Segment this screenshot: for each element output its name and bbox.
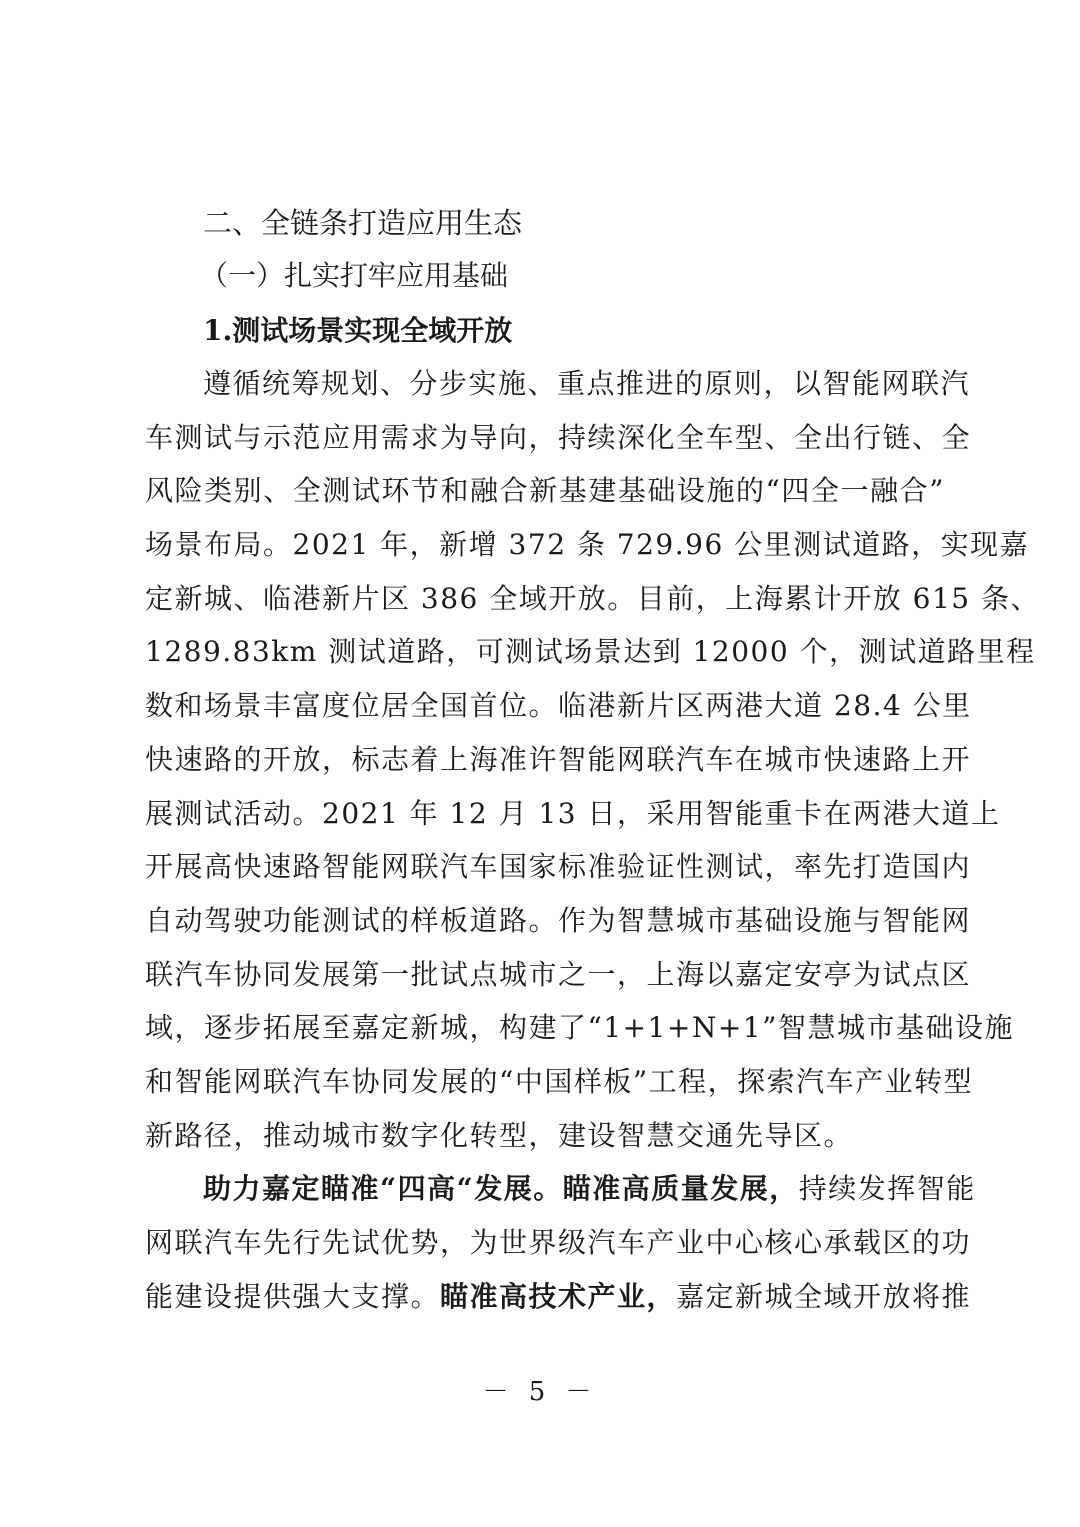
paragraph-line: 域，逐步拓展至嘉定新城，构建了“1+1+N+1”智慧城市基础设施 <box>145 1011 1014 1045</box>
paragraph-line: 1289.83km 测试道路，可测试场景达到 12000 个，测试道路里程 <box>145 635 1036 669</box>
paragraph-line: 和智能网联汽车协同发展的“中国样板”工程，探索汽车产业转型 <box>145 1064 974 1098</box>
paragraph-line: 风险类别、全测试环节和融合新基建基础设施的“四全一融合” <box>145 474 945 508</box>
paragraph-line: 车测试与示范应用需求为导向，持续深化全车型、全出行链、全 <box>145 420 972 454</box>
paragraph-line: 联汽车协同发展第一批试点城市之一，上海以嘉定安亭为试点区 <box>145 957 972 991</box>
line-text: 能建设提供强大支撑。 <box>145 1279 441 1313</box>
paragraph-line <box>145 1162 976 1216</box>
paragraph-line: 展测试活动。2021 年 12 月 13 日，采用智能重卡在两港大道上 <box>145 796 1001 830</box>
paragraph-line: 开展高快速路智能网联汽车国家标准验证性测试，率先打造国内 <box>145 850 972 884</box>
line-text: 嘉定新城全域开放将推 <box>676 1279 972 1313</box>
paragraph-line: 自动驾驶功能测试的样板道路。作为智慧城市基础设施与智能网 <box>145 903 972 937</box>
paragraph-line: 数和场景丰富度位居全国首位。临港新片区两港大道 28.4 公里 <box>145 689 972 723</box>
line-text: 持续发挥智能 <box>798 1172 976 1206</box>
paragraph-line: 新路径，推动城市数字化转型，建设智慧交通先导区。 <box>145 1118 854 1152</box>
paragraph-line: 场景布局。2021 年，新增 372 条 729.96 公里测试道路，实现嘉 <box>145 528 1030 562</box>
paragraph-line: 网联汽车先行先试优势，为世界级汽车产业中心核心承载区的功 <box>145 1226 972 1259</box>
subsection-heading: （一）扎实打牢应用基础 <box>200 259 509 292</box>
section-heading: 二、全链条打造应用生态 <box>203 206 523 240</box>
paragraph-line: 快速路的开放，标志着上海准许智能网联汽车在城市快速路上开 <box>145 742 972 776</box>
paragraph-line: 遵循统筹规划、分步实施、重点推进的原则，以智能网联汽 <box>203 367 971 400</box>
paragraph-line: 定新城、临港新片区 386 全域开放。目前，上海累计开放 615 条、 <box>145 581 1040 615</box>
body-text <box>145 357 1040 1323</box>
bold-lead: 瞄准高技术产业， <box>440 1279 677 1313</box>
paragraph-line <box>145 1270 972 1324</box>
page-number: － 5 － <box>482 1377 598 1407</box>
item-heading: 1.测试场景实现全域开放 <box>203 314 513 347</box>
bold-lead: 助力嘉定瞄准“四高“发展。瞄准高质量发展， <box>203 1172 799 1206</box>
